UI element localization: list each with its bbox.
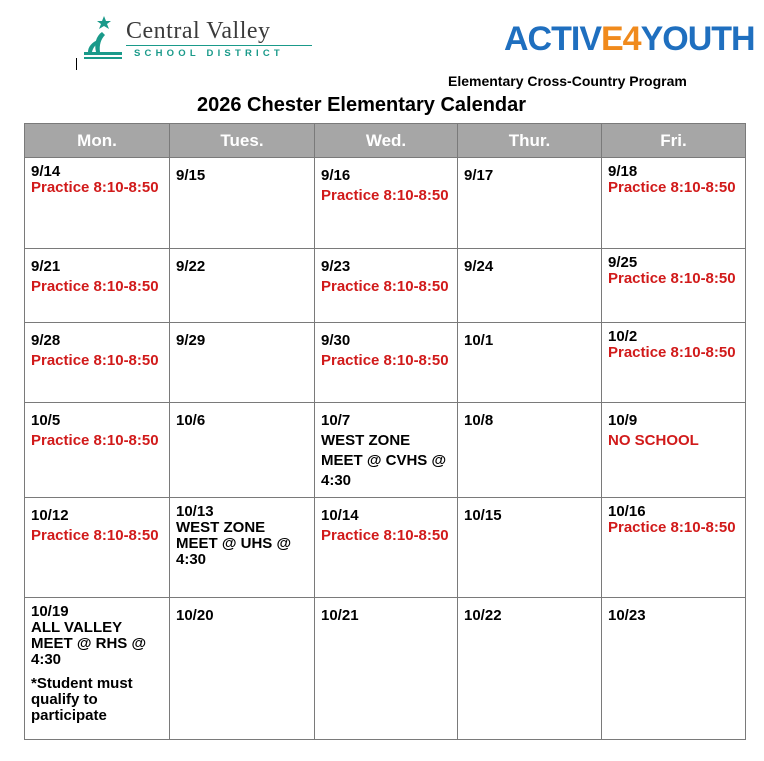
day-date: 10/9 [608, 412, 638, 429]
day-content [458, 403, 601, 435]
day-content [315, 158, 457, 210]
day-content [602, 403, 745, 455]
meet-event: WEST ZONE MEET @ UHS @ 4:30 [176, 519, 292, 568]
day-date: 10/20 [176, 607, 214, 624]
calendar-day-cell [25, 249, 170, 323]
day-content [458, 598, 601, 630]
calendar-day-cell [602, 403, 746, 498]
text-cursor [76, 58, 77, 70]
practice-time: Practice 8:10-8:50 [608, 179, 736, 196]
day-content [315, 598, 457, 630]
day-date: 10/19 [31, 603, 69, 620]
day-content [170, 403, 314, 435]
calendar-day-cell [458, 498, 602, 598]
eligibility-note: *Student must qualify to participate [31, 675, 133, 724]
day-date: 10/5 [31, 412, 61, 429]
day-content [602, 323, 745, 365]
practice-time: Practice 8:10-8:50 [321, 352, 449, 369]
practice-time: Practice 8:10-8:50 [31, 278, 159, 295]
practice-time: Practice 8:10-8:50 [31, 527, 159, 544]
district-emblem-icon [82, 14, 124, 62]
calendar-day-cell [315, 158, 458, 249]
day-date: 9/16 [321, 167, 351, 184]
district-divider [126, 45, 312, 46]
day-date: 10/2 [608, 328, 638, 345]
day-content [602, 498, 745, 540]
day-date: 10/14 [321, 507, 359, 524]
day-content [458, 249, 601, 281]
calendar-day-cell [315, 498, 458, 598]
day-content [170, 323, 314, 355]
day-content [170, 249, 314, 281]
day-date: 9/28 [31, 332, 61, 349]
logo-text-active: ACTIV [504, 20, 601, 58]
day-content [25, 403, 169, 455]
practice-time: Practice 8:10-8:50 [31, 179, 159, 196]
logo-text-four: E4 [601, 20, 641, 58]
day-content [458, 158, 601, 190]
calendar-day-cell [602, 249, 746, 323]
day-header-thu: Thur. [458, 124, 602, 158]
day-date: 9/29 [176, 332, 206, 349]
calendar-day-cell [458, 323, 602, 403]
calendar-day-cell [458, 598, 602, 740]
calendar-day-cell [25, 498, 170, 598]
day-header-mon: Mon. [25, 124, 170, 158]
calendar-day-cell [170, 323, 315, 403]
calendar-day-cell [170, 498, 315, 598]
calendar-day-cell [602, 498, 746, 598]
day-content [25, 498, 169, 550]
calendar-day-cell [170, 598, 315, 740]
day-content [170, 158, 314, 190]
calendar-day-cell [458, 403, 602, 498]
district-logo [82, 14, 322, 64]
program-title: Elementary Cross-Country Program [448, 73, 687, 89]
district-name: Central Valley [126, 18, 271, 44]
day-content [458, 498, 601, 530]
calendar-week-row [25, 323, 746, 403]
practice-time: Practice 8:10-8:50 [321, 527, 449, 544]
active4youth-logo [504, 22, 755, 56]
day-date: 9/30 [321, 332, 351, 349]
day-date: 10/12 [31, 507, 69, 524]
day-content [315, 323, 457, 375]
day-header-wed: Wed. [315, 124, 458, 158]
practice-time: Practice 8:10-8:50 [608, 344, 736, 361]
day-date: 10/23 [608, 607, 646, 624]
day-content [25, 598, 169, 728]
calendar-week-row [25, 158, 746, 249]
day-date: 9/15 [176, 167, 206, 184]
calendar-day-cell [25, 323, 170, 403]
day-content [25, 158, 169, 200]
calendar-day-cell [315, 249, 458, 323]
day-date: 9/18 [608, 163, 638, 180]
calendar-day-cell [602, 598, 746, 740]
day-content [25, 323, 169, 375]
district-subtitle: SCHOOL DISTRICT [134, 48, 284, 59]
calendar-day-cell [25, 158, 170, 249]
calendar-day-cell [170, 158, 315, 249]
day-date: 10/16 [608, 503, 646, 520]
day-content [315, 249, 457, 301]
day-date: 9/23 [321, 258, 351, 275]
calendar-week-row [25, 498, 746, 598]
day-date: 9/22 [176, 258, 206, 275]
day-date: 10/7 [321, 412, 351, 429]
calendar-header-row [25, 124, 746, 158]
calendar-title: 2026 Chester Elementary Calendar [197, 94, 527, 116]
calendar-day-cell [25, 598, 170, 740]
day-date: 10/15 [464, 507, 502, 524]
day-content [170, 598, 314, 630]
calendar-day-cell [170, 403, 315, 498]
calendar-week-row [25, 403, 746, 498]
day-date: 10/1 [464, 332, 494, 349]
day-content [315, 498, 457, 550]
meet-event: ALL VALLEY MEET @ RHS @ 4:30 [31, 619, 147, 668]
day-date: 10/21 [321, 607, 359, 624]
practice-time: Practice 8:10-8:50 [321, 278, 449, 295]
day-content [458, 323, 601, 355]
day-content [602, 158, 745, 200]
practice-time: Practice 8:10-8:50 [608, 270, 736, 287]
day-content [602, 249, 745, 291]
calendar-day-cell [602, 158, 746, 249]
day-date: 10/6 [176, 412, 206, 429]
calendar-day-cell [602, 323, 746, 403]
day-date: 9/14 [31, 163, 61, 180]
day-content [602, 598, 745, 630]
practice-time: Practice 8:10-8:50 [31, 352, 159, 369]
day-header-tue: Tues. [170, 124, 315, 158]
calendar-table [24, 123, 746, 740]
calendar-day-cell [458, 158, 602, 249]
calendar-day-cell [25, 403, 170, 498]
day-date: 10/22 [464, 607, 502, 624]
day-content [25, 249, 169, 301]
calendar-day-cell [315, 323, 458, 403]
calendar-day-cell [315, 403, 458, 498]
day-date: 10/8 [464, 412, 494, 429]
day-date: 9/25 [608, 254, 638, 271]
day-content [315, 403, 457, 495]
practice-time: Practice 8:10-8:50 [31, 432, 159, 449]
day-header-fri: Fri. [602, 124, 746, 158]
meet-event: WEST ZONE MEET @ CVHS @ 4:30 [321, 432, 447, 489]
calendar-week-row [25, 598, 746, 740]
day-date: 9/24 [464, 258, 494, 275]
practice-time: Practice 8:10-8:50 [321, 187, 449, 204]
day-date: 9/21 [31, 258, 61, 275]
day-date: 10/13 [176, 503, 214, 520]
calendar-day-cell [170, 249, 315, 323]
day-date: 9/17 [464, 167, 494, 184]
logo-text-youth: YOUTH [640, 20, 755, 58]
day-content [170, 498, 314, 572]
calendar-day-cell [315, 598, 458, 740]
calendar-day-cell [458, 249, 602, 323]
no-school-label: NO SCHOOL [608, 432, 699, 449]
practice-time: Practice 8:10-8:50 [608, 519, 736, 536]
calendar-week-row [25, 249, 746, 323]
